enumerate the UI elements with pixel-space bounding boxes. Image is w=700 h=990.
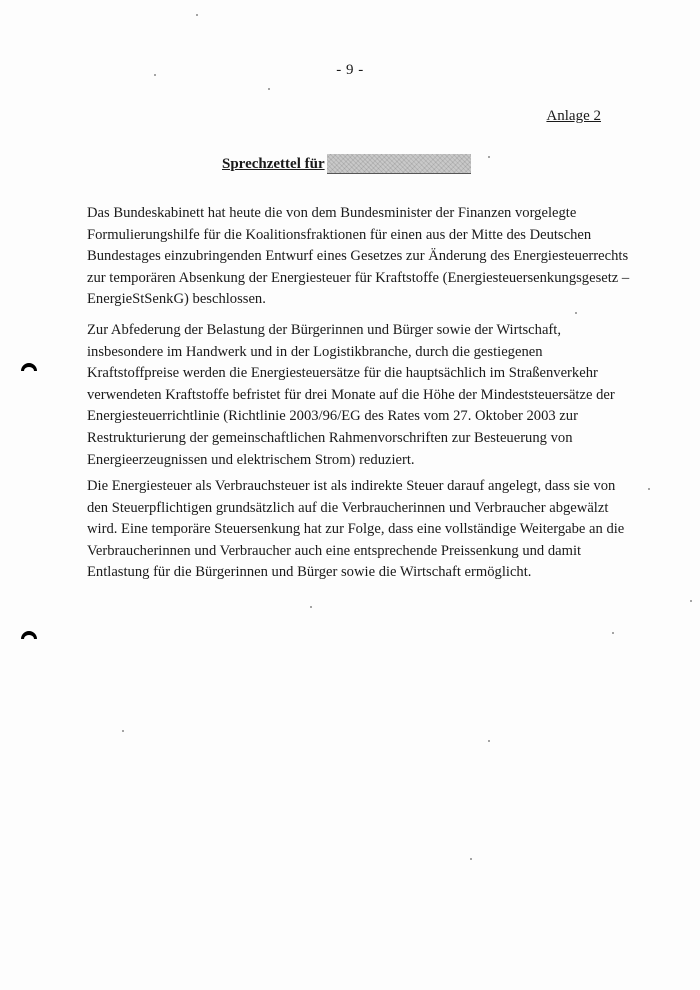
paragraph-1 <box>87 203 630 311</box>
scan-speck <box>488 740 490 742</box>
scan-speck <box>310 606 312 608</box>
scan-speck <box>470 858 472 860</box>
scan-speck <box>690 600 692 602</box>
paragraph-2 <box>87 320 615 471</box>
page-number: - 9 - <box>336 62 364 78</box>
paragraph-3 <box>87 476 625 584</box>
scan-speck <box>575 312 577 314</box>
paragraph-line: Das Bundeskabinett hat heute die von dem Bundesminister der Finanzen vorgelegte <box>87 205 577 221</box>
scan-speck <box>612 632 614 634</box>
scan-speck <box>122 730 124 732</box>
paragraph-line: EnergieStSenkG) beschlossen. <box>87 291 266 308</box>
scan-speck <box>268 88 270 90</box>
paragraph-line: Entlastung für die Bürgerinnen und Bürger sowie die Wirtschaft ermöglicht. <box>87 564 532 581</box>
scan-speck <box>154 74 156 76</box>
paragraph-line: Zur Abfederung der Belastung der Bürgerinnen und Bürger sowie der Wirtschaft, <box>87 322 561 338</box>
paragraph-line: Die Energiesteuer als Verbrauchsteuer ist als indirekte Steuer darauf angelegt, dass sie von <box>87 478 616 494</box>
paragraph-line: Verbraucherinnen und Verbraucher auch eine entsprechende Preissenkung und damit <box>87 542 582 559</box>
document-title: Sprechzettel für <box>222 155 325 172</box>
scan-speck <box>488 156 490 158</box>
paragraph-line: verwendeten Kraftstoffe befristet für drei Monate auf die Höhe der Mindeststeuersätze der <box>87 386 615 403</box>
scan-speck <box>196 14 198 16</box>
paragraph-line: Bundestages einzubringenden Entwurf eines Gesetzes zur Änderung des Energiesteuerrechts <box>87 248 629 265</box>
punch-hole-icon <box>20 622 38 640</box>
title-row <box>222 153 471 175</box>
paragraph-line: zur temporären Absenkung der Energiesteuer für Kraftstoffe (Energiesteuersenkungsgesetz – <box>87 269 630 286</box>
paragraph-line: Kraftstoffpreise werden die Energiesteuersätze für die hauptsächlich im Straßenverkehr <box>87 365 598 382</box>
paragraph-line: Restrukturierung der gemeinschaftlichen Rahmenvorschriften zur Besteuerung von <box>87 429 573 446</box>
scan-speck <box>648 488 650 490</box>
annex-label: Anlage 2 <box>546 108 601 124</box>
paragraph-line: Formulierungshilfe für die Koalitionsfraktionen für einen aus der Mitte des Deutschen <box>87 226 592 243</box>
paragraph-line: den Steuerpflichtigen grundsätzlich auf die Verbraucherinnen und Verbraucher abgewälzt <box>87 499 609 516</box>
paragraph-line: wird. Eine temporäre Steuersenkung hat zur Folge, dass eine vollständige Weitergabe an die <box>87 521 625 538</box>
redaction-block <box>327 154 471 174</box>
punch-hole-icon <box>20 354 38 372</box>
paragraph-line: Energieerzeugnissen und elektrischem Strom) reduziert. <box>87 451 415 468</box>
paragraph-line: Energiesteuerrichtlinie (Richtlinie 2003/96/EG des Rates vom 27. Oktober 2003 zur <box>87 408 578 425</box>
paragraph-line: insbesondere im Handwerk und in der Logistikbranche, durch die gestiegenen <box>87 343 543 360</box>
